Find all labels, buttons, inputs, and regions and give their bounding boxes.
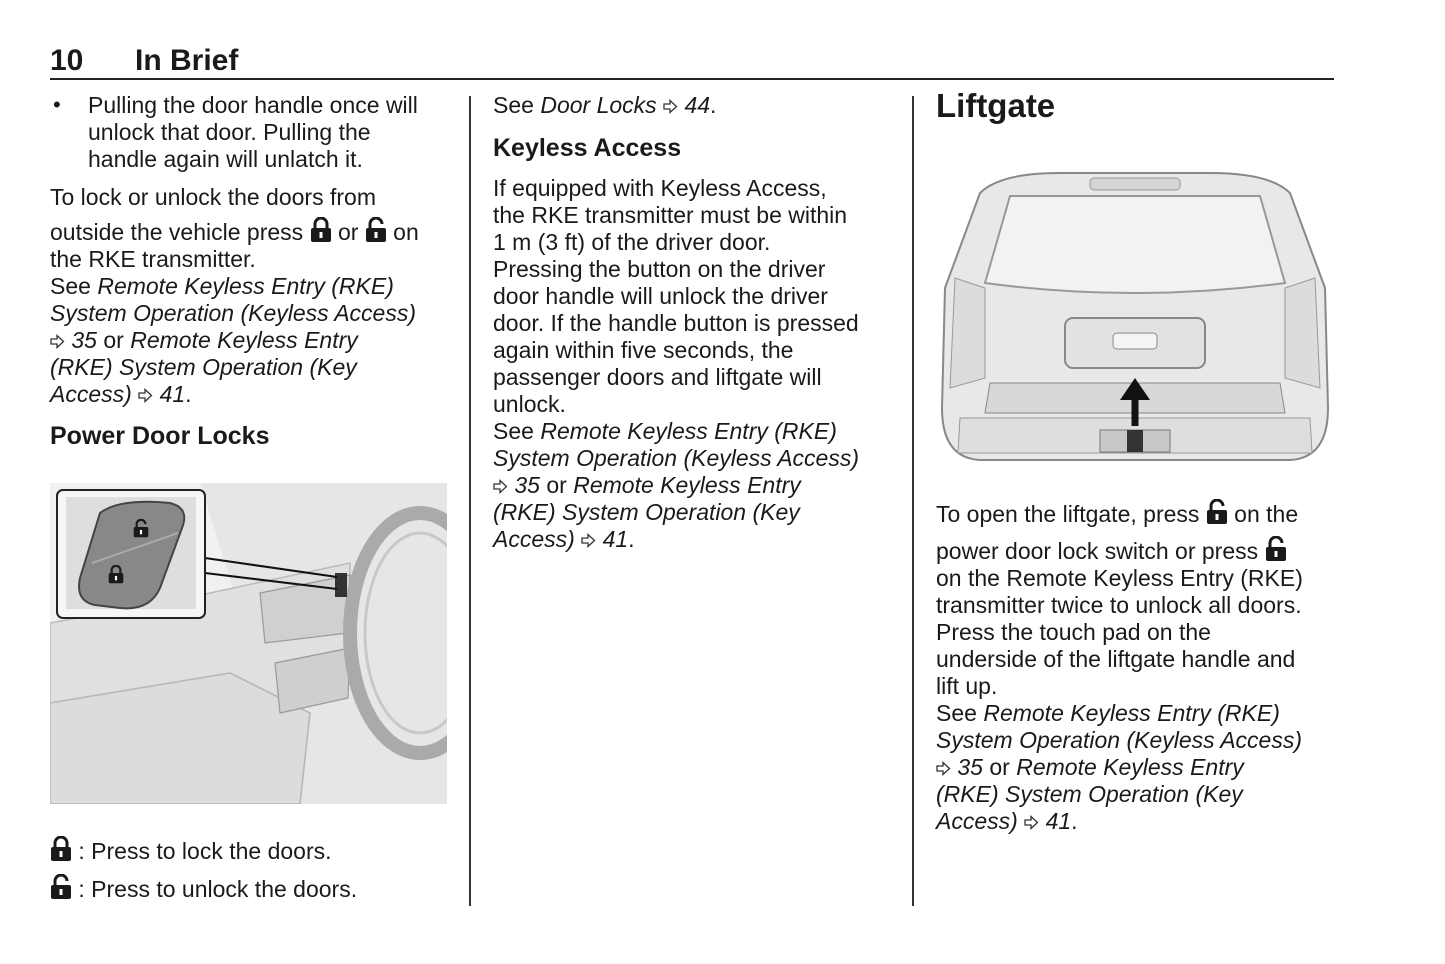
unlock-caption: : Press to unlock the doors. [50, 874, 460, 903]
header-rule [50, 78, 1334, 80]
rke-keyless-link[interactable]: Remote Keyless Entry (RKE) [540, 418, 837, 444]
column-divider-2 [912, 96, 914, 906]
unlock-icon [50, 874, 72, 900]
unlock-icon [1265, 536, 1287, 562]
lock-icon [50, 836, 72, 862]
page-ref-icon [936, 761, 951, 776]
switch-lock-icon [108, 565, 124, 584]
liftgate-heading: Liftgate [936, 87, 1056, 124]
switch-unlock-icon [133, 519, 149, 538]
bullet-marker: • [53, 92, 61, 117]
rke-key-link[interactable]: Remote Keyless Entry [573, 472, 801, 498]
lock-unlock-paragraph: To lock or unlock the doors from outside the vehicle press or on the RKE transmitter. See Remote Keyless Entry (RKE) System Operation (Keyless Access) 35 or Remote Keyless Entry (RKE) System Operation (Key Access) 41. [50, 184, 419, 407]
unlock-icon [1206, 499, 1228, 525]
keyless-access-heading: Keyless Access [493, 134, 682, 162]
door-locks-ref: See Door Locks 44. [493, 92, 717, 118]
page-ref-icon [493, 479, 508, 494]
door-lock-illustration [50, 483, 447, 804]
lock-icon [310, 217, 332, 243]
power-door-locks-heading: Power Door Locks [50, 422, 270, 450]
door-locks-link[interactable]: Door Locks [540, 92, 657, 118]
unlock-icon [365, 217, 387, 243]
page-ref-icon [1024, 815, 1039, 830]
rke-key-link[interactable]: Remote Keyless Entry [130, 327, 358, 353]
page-number: 10 [50, 44, 84, 77]
page-ref-icon [50, 334, 65, 349]
keyless-access-text: If equipped with Keyless Access, the RKE transmitter must be within 1 m (3 ft) of the driver door. Pressing the button on the driver door handle will unlock the driver door. If the handle button is pressed again within five seconds, the passenger doors and liftgate will unlock. See Remote Keyless Entry (RKE) System Operation (Keyless Access) 35 or Remote Keyless Entry (RKE) System Operation (Key Access) 41. [493, 175, 859, 552]
column-divider-1 [469, 96, 471, 906]
rke-keyless-link[interactable]: Remote Keyless Entry (RKE) [97, 273, 394, 299]
liftgate-text: To open the liftgate, press on the power door lock switch or press on the Remote Keyless Entry (RKE) transmitter twice to unlock all doors. Press the touch pad on the underside of the liftgate handle and lift up. See Remote Keyless Entry (RKE) System Operation (Keyless Access) 35 or Remote Keyless Entry (RKE) System Operation (Key Access) 41. [936, 501, 1303, 834]
liftgate-illustration [940, 168, 1330, 468]
rke-key-link[interactable]: Remote Keyless Entry [1016, 754, 1244, 780]
page-ref-icon [663, 99, 678, 114]
lock-caption: : Press to lock the doors. [50, 836, 460, 865]
rke-keyless-link[interactable]: Remote Keyless Entry (RKE) [983, 700, 1280, 726]
bullet-text: Pulling the door handle once will unlock that door. Pulling the handle again will unlatch it. [88, 92, 418, 172]
section-title: In Brief [135, 44, 239, 77]
page-ref-icon [581, 533, 596, 548]
page-ref-icon [138, 388, 153, 403]
